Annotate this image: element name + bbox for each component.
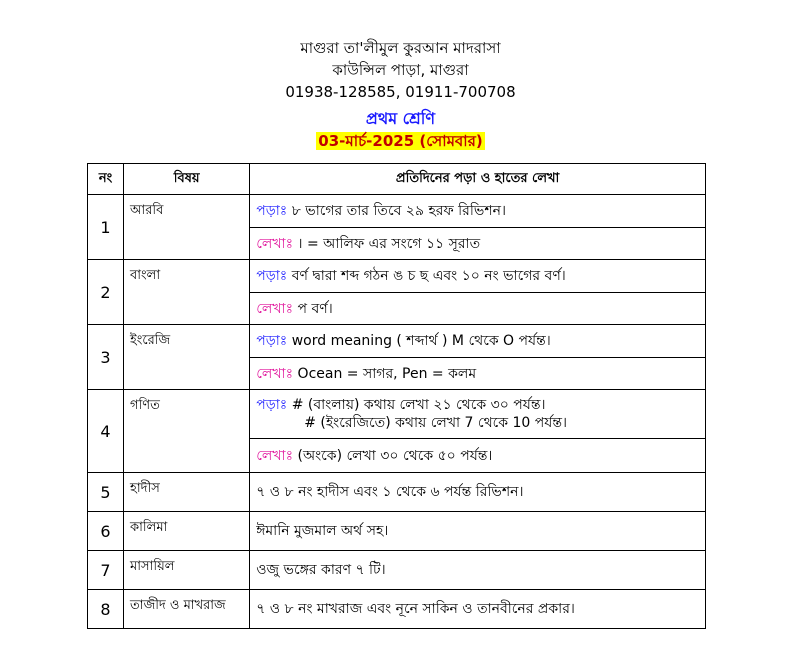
- write-label: লেখাঃ: [256, 365, 294, 382]
- table-row: [88, 195, 706, 228]
- read-label: পড়াঃ: [256, 268, 288, 284]
- lesson-table: [87, 163, 706, 629]
- read-cell: [250, 325, 706, 358]
- row-subject: হাদীস: [124, 473, 250, 512]
- read-label: পড়াঃ: [256, 333, 288, 349]
- table-row: [88, 590, 706, 629]
- row-number: 5: [88, 473, 124, 512]
- write-cell: [250, 439, 706, 473]
- read-text: # (বাংলায়) কথায় লেখা ২১ থেকে ৩০ পর্যন্ত।: [291, 397, 546, 413]
- header-subject: বিষয়: [124, 164, 250, 195]
- date-line: [0, 131, 801, 151]
- row-number: 8: [88, 590, 124, 629]
- row-subject: কালিমা: [124, 512, 250, 551]
- institution-address: কাউন্সিল পাড়া, মাগুরা: [332, 61, 469, 79]
- read-line-1: [256, 396, 705, 414]
- table-row: [88, 390, 706, 439]
- table-row: [88, 551, 706, 590]
- content-cell: ৭ ও ৮ নং মাখরাজ এবং নূনে সাকিন ও তানবীনের প্রকার।: [250, 590, 706, 629]
- read-label: পড়াঃ: [256, 397, 288, 413]
- row-number: 4: [88, 390, 124, 473]
- write-label: লেখাঃ: [256, 447, 294, 464]
- row-number: 6: [88, 512, 124, 551]
- table-header-row: [88, 164, 706, 195]
- read-cell: [250, 260, 706, 293]
- date-badge: 03-মার্চ-2025 (সোমবার): [318, 132, 483, 150]
- row-subject: ইংরেজি: [124, 325, 250, 390]
- write-text: । = আলিফ এর সংগে ১১ সূরাত: [297, 235, 481, 252]
- content-cell: ঈমানি মুজমাল অর্থ সহ।: [250, 512, 706, 551]
- read-label: পড়াঃ: [256, 203, 288, 219]
- write-text: প বর্ণ।: [297, 300, 333, 317]
- header-number: নং: [88, 164, 124, 195]
- read-text: বর্ণ দ্বারা শব্দ গঠন ঙ চ ছ এবং ১০ নং ভাগের বর্ণ।: [291, 268, 566, 284]
- row-number: 7: [88, 551, 124, 590]
- table-row: [88, 325, 706, 358]
- write-cell: [250, 358, 706, 390]
- content-cell: ওজু ভঙ্গের কারণ ৭ টি।: [250, 551, 706, 590]
- write-label: লেখাঃ: [256, 235, 294, 252]
- row-subject: মাসায়িল: [124, 551, 250, 590]
- read-cell: [250, 390, 706, 439]
- row-number: 3: [88, 325, 124, 390]
- write-text: Ocean = সাগর, Pen = কলম: [297, 365, 477, 382]
- institution-name: মাগুরা তা'লীমুল কুরআন মাদরাসা: [300, 39, 501, 57]
- header-content: প্রতিদিনের পড়া ও হাতের লেখা: [250, 164, 706, 195]
- row-number: 1: [88, 195, 124, 260]
- write-cell: [250, 228, 706, 260]
- table-row: [88, 473, 706, 512]
- content-cell: ৭ ও ৮ নং হাদীস এবং ১ থেকে ৬ পর্যন্ত রিভিশন।: [250, 473, 706, 512]
- write-text: (অংকে) লেখা ৩০ থেকে ৫০ পর্যন্ত।: [297, 447, 493, 464]
- row-subject: আরবি: [124, 195, 250, 260]
- institution-phone: 01938-128585, 01911-700708: [285, 83, 516, 101]
- read-text: ৮ ভাগের তার তিবে ২৯ হরফ রিভিশন।: [291, 203, 506, 219]
- write-cell: [250, 293, 706, 325]
- table-row: [88, 512, 706, 551]
- read-line-2: # (ইংরেজিতে) কথায় লেখা 7 থেকে 10 পর্যন্ত।: [304, 415, 567, 431]
- row-subject: বাংলা: [124, 260, 250, 325]
- row-number: 2: [88, 260, 124, 325]
- read-cell: [250, 195, 706, 228]
- class-title: প্রথম শ্রেণি: [365, 109, 436, 128]
- table-row: [88, 260, 706, 293]
- row-subject: তাজীদ ও মাখরাজ: [124, 590, 250, 629]
- read-text: word meaning ( শব্দার্থ ) M থেকে O পর্যন্ত।: [291, 333, 551, 349]
- write-label: লেখাঃ: [256, 300, 294, 317]
- row-subject: গণিত: [124, 390, 250, 473]
